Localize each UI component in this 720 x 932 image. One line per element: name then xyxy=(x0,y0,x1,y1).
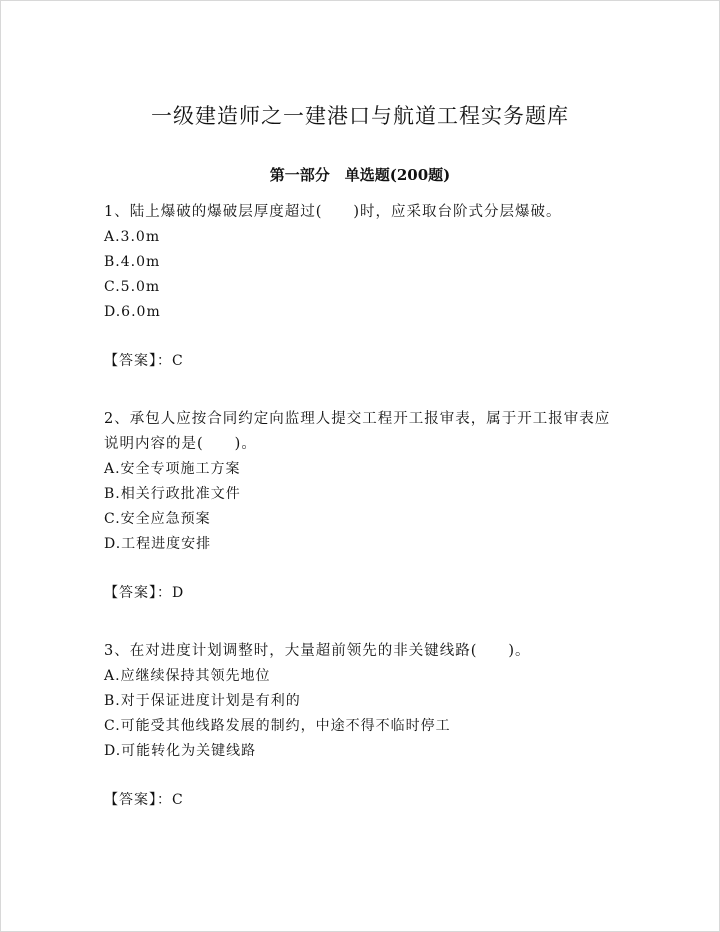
option-a: A.3.0m xyxy=(104,229,161,245)
question-stem: 3、在对进度计划调整时，大量超前领先的非关键线路( )。 xyxy=(104,643,531,659)
document-title: 一级建造师之一建港口与航道工程实务题库 xyxy=(151,104,569,129)
answer-line: 【答案】：C xyxy=(104,353,184,369)
option-d: D.6.0m xyxy=(104,304,161,320)
question-2 xyxy=(104,407,624,606)
question-list xyxy=(104,200,624,846)
answer-line: 【答案】：C xyxy=(104,792,184,808)
option-a: A.应继续保持其领先地位 xyxy=(104,668,271,684)
option-b: B.4.0m xyxy=(104,254,161,270)
answer-line: 【答案】：D xyxy=(104,585,185,601)
question-stem: 2、承包人应按合同约定向监理人提交工程开工报审表，属于开工报审表应说明内容的是( )。 xyxy=(104,411,611,452)
section-title: 第一部分 单选题(200题) xyxy=(269,166,451,184)
option-b: B.相关行政批准文件 xyxy=(104,486,241,502)
option-c: C.5.0m xyxy=(104,279,161,295)
option-d: D.工程进度安排 xyxy=(104,536,212,552)
question-1 xyxy=(104,200,624,374)
option-a: A.安全专项施工方案 xyxy=(104,461,241,477)
option-d: D.可能转化为关键线路 xyxy=(104,743,257,759)
option-c: C.安全应急预案 xyxy=(104,511,211,527)
option-b: B.对于保证进度计划是有利的 xyxy=(104,693,301,709)
question-stem: 1、陆上爆破的爆破层厚度超过( )时，应采取台阶式分层爆破。 xyxy=(104,204,562,220)
question-3 xyxy=(104,639,624,813)
option-c: C.可能受其他线路发展的制约，中途不得不临时停工 xyxy=(104,718,451,734)
